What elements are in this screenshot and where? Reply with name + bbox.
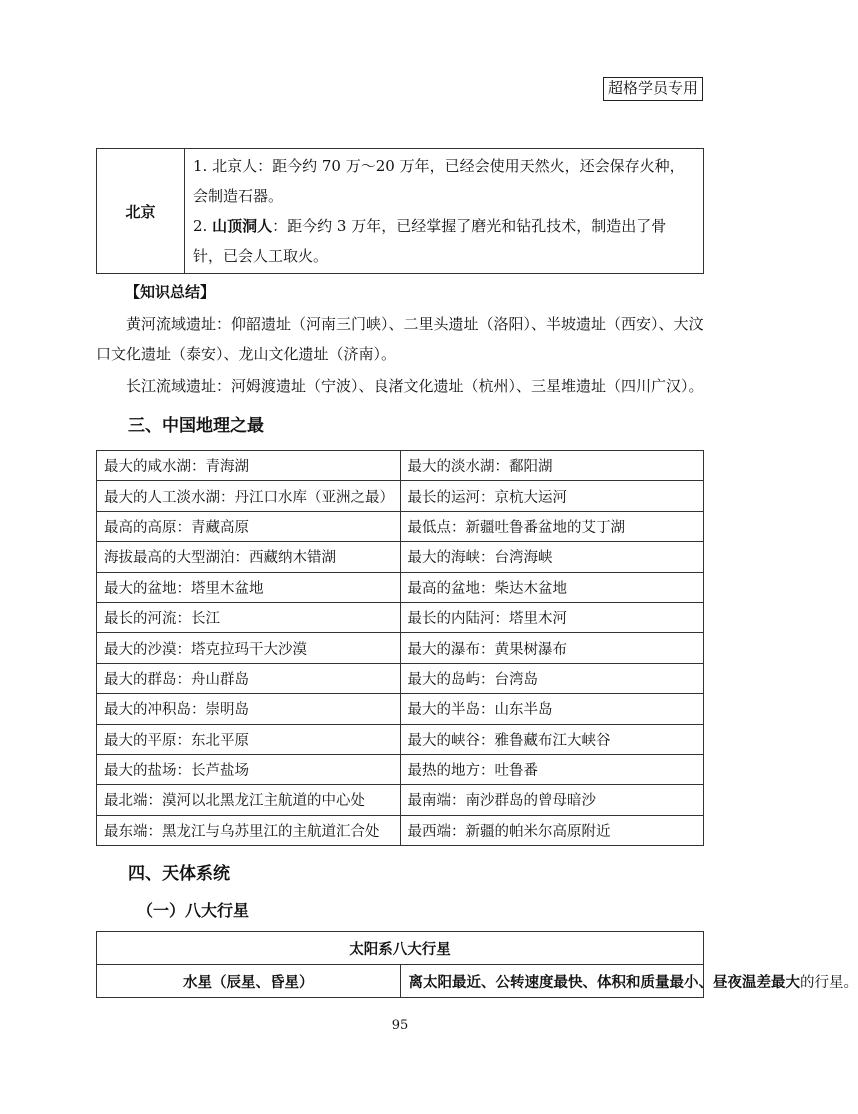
beijing-item-2: 2. 山顶洞人：距今约 3 万年，已经掌握了磨光和钻孔技术，制造出了骨针，已会人工取火。 bbox=[193, 217, 667, 265]
table-row bbox=[97, 785, 704, 815]
table-cell: 最大的峡谷：雅鲁藏布江大峡谷 bbox=[400, 724, 704, 754]
table-cell: 最东端：黑龙江与乌苏里江的主航道汇合处 bbox=[97, 815, 401, 845]
table-cell: 最长的运河：京杭大运河 bbox=[400, 481, 704, 511]
table-row bbox=[97, 602, 704, 632]
table-cell: 最大的冲积岛：崇明岛 bbox=[97, 694, 401, 724]
table-cell: 最大的岛屿：台湾岛 bbox=[400, 663, 704, 693]
table-cell: 最大的沙漠：塔克拉玛干大沙漠 bbox=[97, 633, 401, 663]
table-cell: 最低点：新疆吐鲁番盆地的艾丁湖 bbox=[400, 511, 704, 541]
table-cell: 最大的咸水湖：青海湖 bbox=[97, 451, 401, 481]
table-cell: 最大的盆地：塔里木盆地 bbox=[97, 572, 401, 602]
exclusive-badge: 超格学员专用 bbox=[603, 77, 703, 101]
table-cell: 最大的半岛：山东半岛 bbox=[400, 694, 704, 724]
table-cell: 最大的群岛：舟山群岛 bbox=[97, 663, 401, 693]
table-cell: 最大的人工淡水湖：丹江口水库（亚洲之最） bbox=[97, 481, 401, 511]
table-cell: 最大的盐场：长芦盐场 bbox=[97, 754, 401, 784]
summary-yangtze-river: 长江流域遗址：河姆渡遗址（宁波）、良渚文化遗址（杭州）、三星堆遗址（四川广汉）。 bbox=[126, 377, 704, 395]
geography-records-table bbox=[96, 450, 704, 846]
table-cell: 最大的瀑布：黄果树瀑布 bbox=[400, 633, 704, 663]
table-cell: 最北端：漠河以北黑龙江主航道的中心处 bbox=[97, 785, 401, 815]
table-cell: 最高的盆地：柴达木盆地 bbox=[400, 572, 704, 602]
table-row bbox=[97, 754, 704, 784]
planets-table-title: 太阳系八大行星 bbox=[97, 932, 704, 965]
table-row bbox=[97, 633, 704, 663]
table-row bbox=[97, 481, 704, 511]
planets-table bbox=[96, 931, 858, 998]
page-number: 95 bbox=[391, 1018, 409, 1033]
table-cell: 海拔最高的大型湖泊：西藏纳木错湖 bbox=[97, 542, 401, 572]
table-cell: 最长的河流：长江 bbox=[97, 602, 401, 632]
table-row bbox=[97, 815, 704, 845]
table-cell: 最大的淡水湖：鄱阳湖 bbox=[400, 451, 704, 481]
beijing-content bbox=[185, 149, 704, 274]
summary-heading: 【知识总结】 bbox=[125, 283, 216, 301]
section-4-title: 四、天体系统 bbox=[128, 864, 230, 884]
table-row bbox=[97, 663, 704, 693]
table-cell: 最热的地方：吐鲁番 bbox=[400, 754, 704, 784]
subsection-planets-title: （一）八大行星 bbox=[137, 901, 250, 920]
table-cell: 最西端：新疆的帕米尔高原附近 bbox=[400, 815, 704, 845]
planet-mercury-desc: 离太阳最近、公转速度最快、体积和质量最小、昼夜温差最大的行星。 bbox=[400, 965, 704, 998]
table-row bbox=[97, 542, 704, 572]
table-cell: 最长的内陆河：塔里木河 bbox=[400, 602, 704, 632]
table-row bbox=[97, 572, 704, 602]
table-cell: 最大的海峡：台湾海峡 bbox=[400, 542, 704, 572]
table-row bbox=[97, 451, 704, 481]
table-row bbox=[97, 511, 704, 541]
planet-mercury-name: 水星（辰星、昏星） bbox=[97, 965, 401, 998]
table-cell: 最高的高原：青藏高原 bbox=[97, 511, 401, 541]
beijing-label: 北京 bbox=[97, 149, 185, 274]
table-cell: 最大的平原：东北平原 bbox=[97, 724, 401, 754]
table-row bbox=[97, 694, 704, 724]
table-row bbox=[97, 724, 704, 754]
section-3-title: 三、中国地理之最 bbox=[128, 416, 264, 436]
beijing-item-1: 1. 北京人：距今约 70 万～20 万年，已经会使用天然火，还会保存火种，会制造石器。 bbox=[193, 157, 685, 205]
summary-yellow-river: 黄河流域遗址：仰韶遗址（河南三门峡）、二里头遗址（洛阳）、半坡遗址（西安）、大汶口文化遗址（泰安）、龙山文化遗址（济南）。 bbox=[96, 315, 704, 363]
table-cell: 最南端：南沙群岛的曾母暗沙 bbox=[400, 785, 704, 815]
beijing-table bbox=[96, 148, 704, 274]
